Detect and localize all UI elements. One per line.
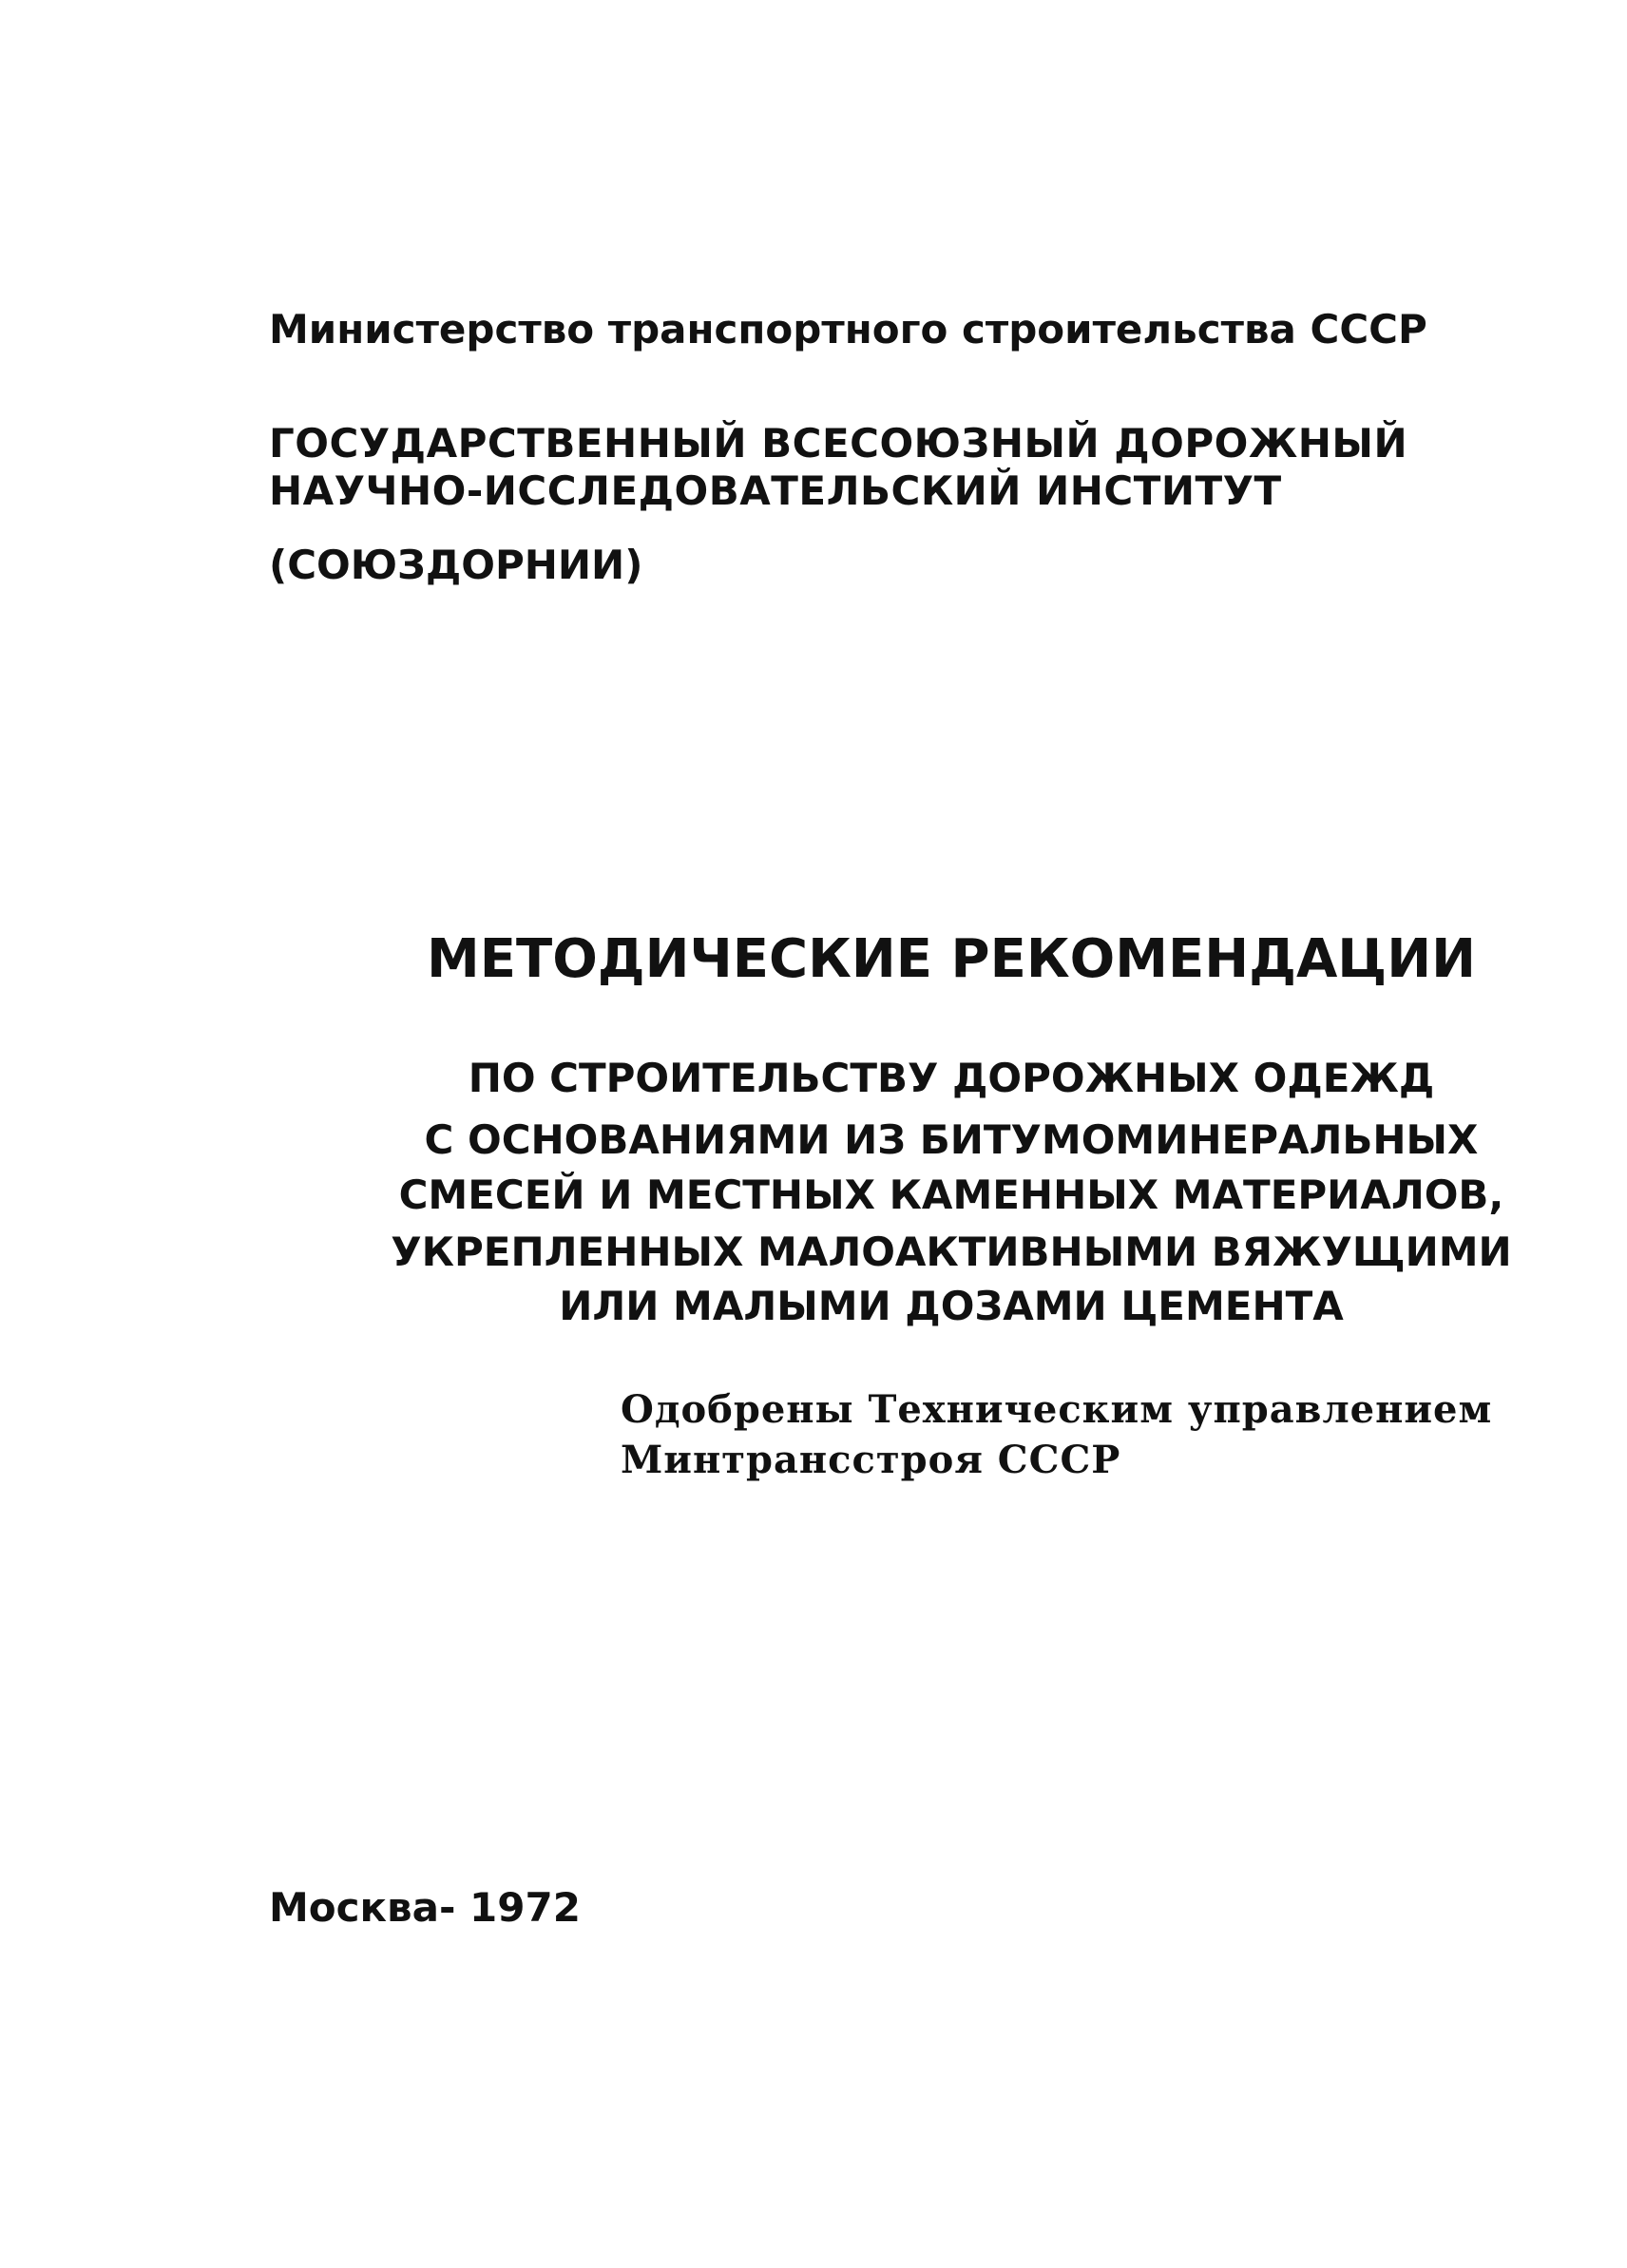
approval-line-2: Минтрансстроя СССР bbox=[621, 1438, 1121, 1482]
institute-abbreviation: (СОЮЗДОРНИИ) bbox=[269, 542, 643, 588]
subtitle-line-2: С ОСНОВАНИЯМИ ИЗ БИТУМОМИНЕРАЛЬНЫХ bbox=[424, 1116, 1479, 1163]
institute-name-line-1: ГОСУДАРСТВЕННЫЙ ВСЕСОЮЗНЫЙ ДОРОЖНЫЙ bbox=[269, 420, 1408, 467]
subtitle-line-4: УКРЕПЛЕННЫХ МАЛОАКТИВНЫМИ ВЯЖУЩИМИ bbox=[391, 1229, 1512, 1275]
subtitle-line-1: ПО СТРОИТЕЛЬСТВУ ДОРОЖНЫХ ОДЕЖД bbox=[468, 1055, 1435, 1101]
institute-name-line-2: НАУЧНО-ИССЛЕДОВАТЕЛЬСКИЙ ИНСТИТУТ bbox=[269, 467, 1282, 514]
document-title: МЕТОДИЧЕСКИЕ РЕКОМЕНДАЦИИ bbox=[427, 928, 1476, 990]
subtitle-line-3: СМЕСЕЙ И МЕСТНЫХ КАМЕННЫХ МАТЕРИАЛОВ, bbox=[398, 1172, 1504, 1218]
publication-city-year: Москва- 1972 bbox=[269, 1884, 581, 1931]
approval-line-1: Одобрены Техническим управлением bbox=[621, 1387, 1493, 1432]
ministry-name: Министерство транспортного строительства СССР bbox=[269, 306, 1427, 353]
subtitle-line-5: ИЛИ МАЛЫМИ ДОЗАМИ ЦЕМЕНТА bbox=[559, 1283, 1344, 1329]
